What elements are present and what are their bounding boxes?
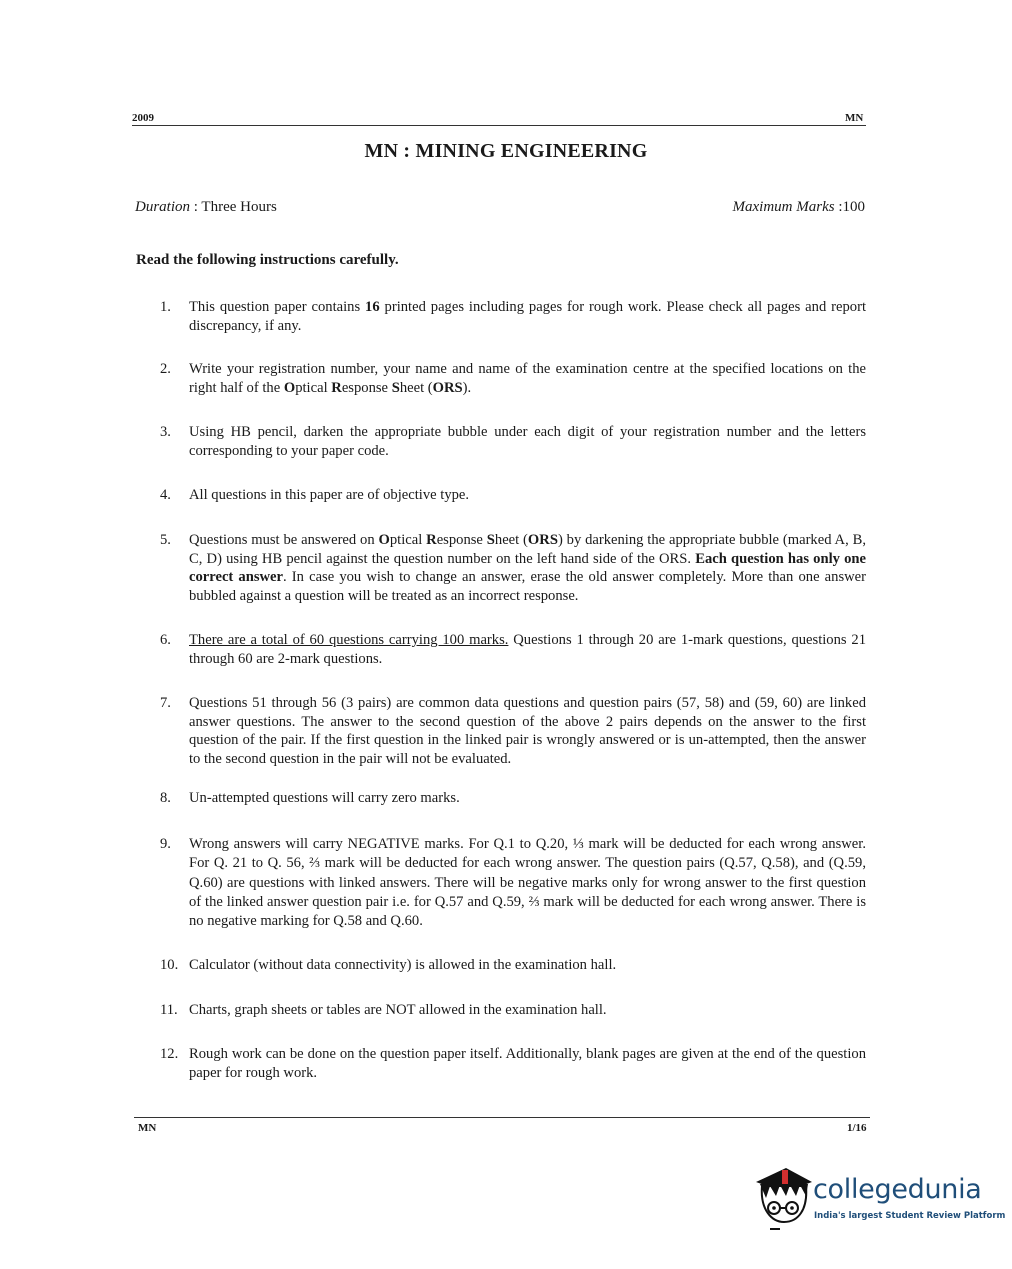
- page-title: MN : MINING ENGINEERING: [364, 140, 648, 162]
- item-number: 10.: [160, 957, 179, 973]
- item-number: 4.: [160, 487, 171, 503]
- duration-value: : Three Hours: [193, 199, 277, 215]
- instruction-item-6: [160, 631, 866, 668]
- item-number: 7.: [160, 695, 171, 711]
- item-text: Wrong answers will carry NEGATIVE marks. For Q.1 to Q.20, ⅓ mark will be deducted for each wrong answer. For Q. 21 to Q. 56, ⅔ mark will be deducted for each wrong answer. The question pairs (Q.57, Q.58), and (Q.59, Q.60) are questions with linked answers. There will be negative marks only for wrong answer to the first question of the linked answer question pair i.e. for Q.57 and Q.59, ⅔ mark will be deducted for each wrong answer. There is no negative marking for Q.58 and Q.60.: [189, 836, 866, 930]
- item-text: Questions 51 through 56 (3 pairs) are common data questions and question pairs (57, 58) and (59, 60) are linked answer questions. The answer to the second question of the above 2 pairs depends on the answer to the first question of the pair. If the first question in the linked pair is wrongly answered or is un-attempted, then the answer to the second question in the pair will not be evaluated.: [189, 695, 866, 767]
- instruction-item-3: [160, 423, 866, 460]
- max-marks-value: :100: [838, 199, 865, 215]
- instruction-item-5: [160, 531, 866, 605]
- instruction-item-4: [160, 486, 866, 505]
- item-number: 6.: [160, 632, 171, 648]
- instruction-item-9: [160, 835, 866, 931]
- item-text: Charts, graph sheets or tables are NOT allowed in the examination hall.: [189, 1002, 607, 1018]
- item-text: This question paper contains 16 printed pages including pages for rough work. Please check all pages and report discrepancy, if any.: [189, 299, 866, 334]
- instructions-heading: Read the following instructions carefully.: [136, 252, 399, 268]
- item-text: Un-attempted questions will carry zero marks.: [189, 790, 460, 806]
- footer-rule: [134, 1117, 870, 1118]
- item-text: Rough work can be done on the question paper itself. Additionally, blank pages are given at the end of the question paper for rough work.: [189, 1046, 866, 1081]
- item-number: 3.: [160, 424, 171, 440]
- instruction-item-10: [160, 956, 866, 975]
- instruction-item-11: [160, 1001, 866, 1020]
- footer-code: MN: [138, 1122, 157, 1134]
- item-text: Questions must be answered on Optical Response Sheet (ORS) by darkening the appropriate bubble (marked A, B, C, D) using HB pencil against the question number on the left hand side of the ORS. Each question has only one correct answer. In case you wish to change an answer, erase the old answer completely. More than one answer bubbled against a question will be treated as an incorrect response.: [189, 532, 867, 604]
- duration: [135, 199, 277, 216]
- item-text: Write your registration number, your name and name of the examination centre at the specified locations on the right half of the Optical Response Sheet (ORS).: [189, 361, 866, 396]
- header-rule: [132, 125, 866, 126]
- item-text: All questions in this paper are of objective type.: [189, 487, 470, 503]
- header-year: 2009: [132, 112, 154, 124]
- instruction-item-2: [160, 360, 866, 397]
- duration-label: Duration: [135, 199, 191, 215]
- instruction-item-8: [160, 789, 866, 808]
- item-text: Using HB pencil, darken the appropriate bubble under each digit of your registration number and the letters corresponding to your paper code.: [189, 424, 866, 459]
- item-number: 2.: [160, 361, 171, 377]
- instruction-item-7: [160, 694, 866, 768]
- max-marks-label: Maximum Marks: [732, 199, 835, 215]
- footer-page-number: 1/16: [847, 1122, 867, 1134]
- maximum-marks: [733, 199, 866, 216]
- item-text: Calculator (without data connectivity) is allowed in the examination hall.: [189, 957, 617, 973]
- item-number: 8.: [160, 790, 171, 806]
- item-number: 5.: [160, 532, 171, 548]
- collegedunia-tagline: India's largest Student Review Platform: [814, 1211, 1006, 1221]
- item-text: There are a total of 60 questions carrying 100 marks. Questions 1 through 20 are 1-mark questions, questions 21 through 60 are 2-mark questions.: [189, 632, 866, 667]
- header-code: MN: [845, 112, 864, 124]
- item-number: 9.: [160, 836, 171, 852]
- item-number: 12.: [160, 1046, 179, 1062]
- item-number: 1.: [160, 299, 171, 315]
- instruction-item-12: [160, 1045, 866, 1082]
- collegedunia-brand: collegedunia: [813, 1174, 982, 1205]
- instruction-item-1: [160, 298, 866, 335]
- item-number: 11.: [160, 1002, 178, 1018]
